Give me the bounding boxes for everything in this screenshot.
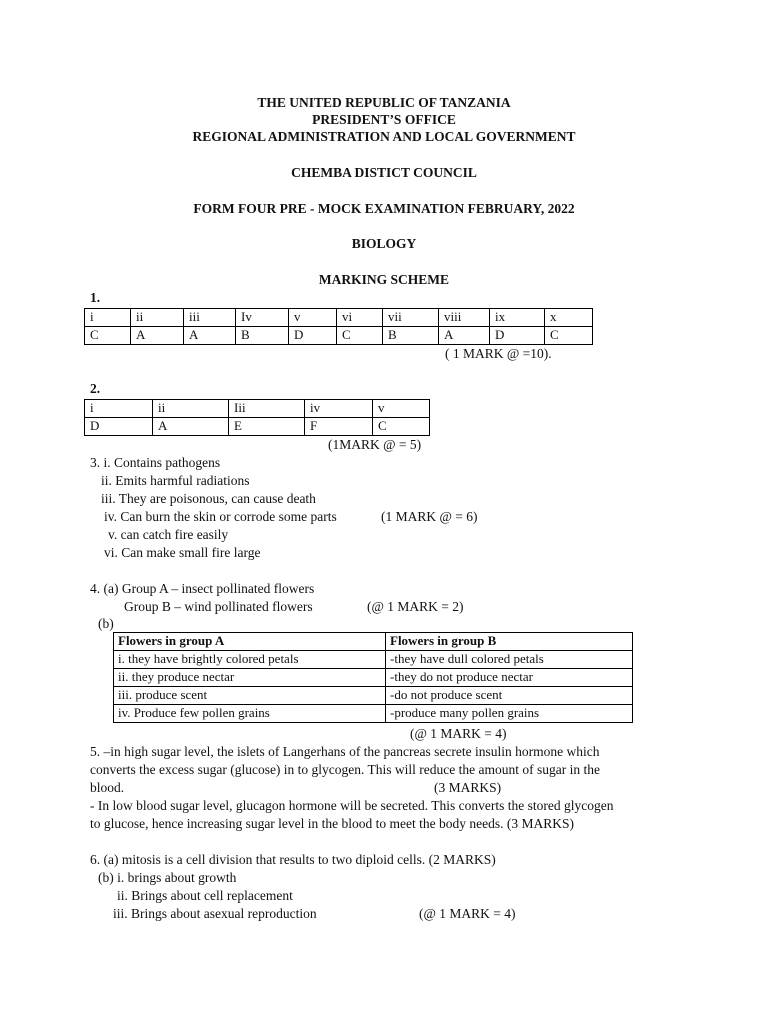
q2-answer-cell: F [305,418,373,436]
q1-answer-cell: B [236,327,289,345]
q2-header-cell: ii [153,400,229,418]
q6-part-b-marks: (@ 1 MARK = 4) [419,906,516,921]
q4-flowers-row [114,669,633,687]
q3-item: v. can catch fire easily [108,527,229,542]
q3-item: iv. Can burn the skin or corrode some parts [104,509,337,524]
q1-header-cell: viii [439,309,490,327]
q6-part-b-item: (b) i. brings about growth [98,870,237,885]
q5-line: 5. –in high sugar level, the islets of Langerhans of the pancreas secrete insulin hormone which [90,744,600,759]
header-line-3: REGIONAL ADMINISTRATION AND LOCAL GOVERNMENT [192,129,576,144]
flowers-group-a-cell: ii. they produce nectar [114,669,386,687]
q5-line: - In low blood sugar level, glucagon hormone will be secreted. This converts the stored glycogen [90,798,614,813]
q1-answer-cell: D [490,327,545,345]
header-line-1: THE UNITED REPUBLIC OF TANZANIA [257,95,511,110]
flowers-group-b-cell: -they have dull colored petals [386,651,633,669]
q1-answer-row [85,327,593,345]
q1-answer-cell: D [289,327,337,345]
q1-marks: ( 1 MARK @ =10). [445,346,552,361]
q3-item: iii. They are poisonous, can cause death [101,491,316,506]
q4-part-a-line-1: 4. (a) Group A – insect pollinated flowers [90,581,315,596]
q4-flowers-header-row [114,633,633,651]
q2-answer-cell: A [153,418,229,436]
q2-answer-cell: E [229,418,305,436]
q1-answer-cell: A [131,327,184,345]
q1-header-cell: iii [184,309,236,327]
flowers-group-b-header: Flowers in group B [386,633,633,651]
q3-item: ii. Emits harmful radiations [101,473,250,488]
q5-line: converts the excess sugar (glucose) in to glycogen. This will reduce the amount of sugar in the [90,762,600,777]
q4-part-a-line-2: Group B – wind pollinated flowers [124,599,313,614]
q1-header-cell: x [545,309,593,327]
q1-header-cell: vi [337,309,383,327]
q4-flowers-table [113,632,633,723]
q1-header-cell: vii [383,309,439,327]
q2-number: 2. [90,381,101,396]
q2-answer-table [84,399,430,436]
q1-answer-cell: A [184,327,236,345]
flowers-group-b-cell: -produce many pollen grains [386,705,633,723]
flowers-group-b-cell: -do not produce scent [386,687,633,705]
q6-part-a: 6. (a) mitosis is a cell division that results to two diploid cells. (2 MARKS) [90,852,496,867]
q4-flowers-row [114,687,633,705]
flowers-group-a-cell: i. they have brightly colored petals [114,651,386,669]
q5-first-marks: (3 MARKS) [434,780,502,795]
q1-header-cell: v [289,309,337,327]
q2-header-cell: i [85,400,153,418]
q1-header-cell: ii [131,309,184,327]
council-name: CHEMBA DISTICT COUNCIL [291,165,477,180]
q1-answer-cell: A [439,327,490,345]
q3-item: 3. i. Contains pathogens [90,455,221,470]
q1-header-cell: i [85,309,131,327]
q2-answer-cell: C [373,418,430,436]
q5-line: to glucose, hence increasing sugar level in the blood to meet the body needs. (3 MARKS) [90,816,575,831]
q3-item: vi. Can make small fire large [104,545,261,560]
q1-answer-cell: C [85,327,131,345]
q1-answer-cell: C [337,327,383,345]
q2-answer-cell: D [85,418,153,436]
marking-scheme-title: MARKING SCHEME [318,272,450,287]
q2-header-row [85,400,430,418]
exam-title: FORM FOUR PRE - MOCK EXAMINATION FEBRUARY, 2022 [193,201,575,216]
flowers-group-a-cell: iii. produce scent [114,687,386,705]
q1-header-cell: ix [490,309,545,327]
q1-number: 1. [90,290,101,305]
q1-header-cell: Iv [236,309,289,327]
flowers-group-a-header: Flowers in group A [114,633,386,651]
q2-marks: (1MARK @ = 5) [328,437,422,452]
q2-header-cell: iv [305,400,373,418]
q2-answer-row [85,418,430,436]
q2-header-cell: Iii [229,400,305,418]
q1-answer-cell: B [383,327,439,345]
q1-answer-cell: C [545,327,593,345]
q1-header-row [85,309,593,327]
q1-answer-table [84,308,593,345]
q4-part-a-marks: (@ 1 MARK = 2) [367,599,464,614]
q3-marks: (1 MARK @ = 6) [381,509,478,524]
q6-part-b-item: ii. Brings about cell replacement [117,888,293,903]
q6-part-b-item: iii. Brings about asexual reproduction [113,906,317,921]
subject-title: BIOLOGY [351,236,417,251]
header-line-2: PRESIDENT’S OFFICE [312,112,456,127]
q4-part-b-label: (b) [98,616,114,631]
q4-part-b-marks: (@ 1 MARK = 4) [410,726,507,741]
q2-header-cell: v [373,400,430,418]
flowers-group-b-cell: -they do not produce nectar [386,669,633,687]
q5-line: blood. [90,780,125,795]
q4-flowers-row [114,705,633,723]
flowers-group-a-cell: iv. Produce few pollen grains [114,705,386,723]
q4-flowers-row [114,651,633,669]
